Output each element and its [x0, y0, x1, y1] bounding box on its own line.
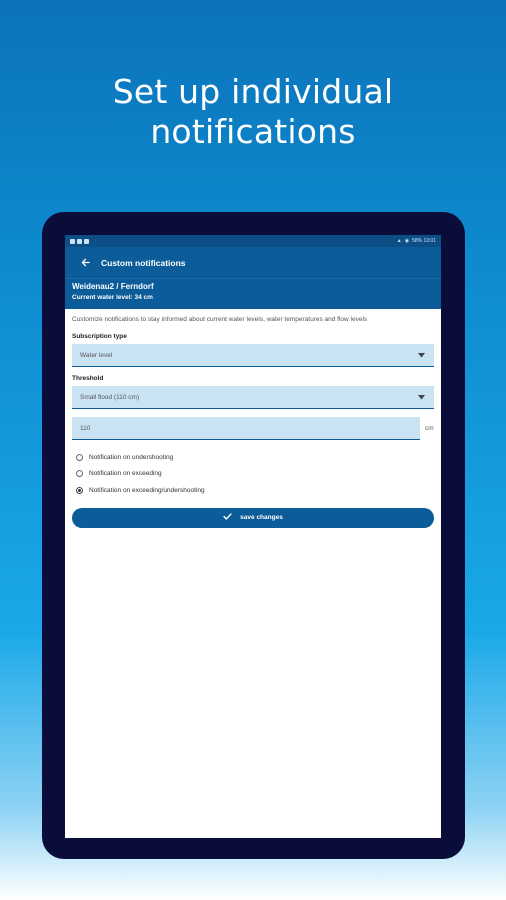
notification-icon: [70, 239, 75, 244]
save-changes-button[interactable]: [72, 508, 434, 528]
form-content: [65, 309, 441, 534]
status-bar: [65, 235, 441, 247]
status-notification-icons: [70, 239, 89, 244]
notification-icon: [77, 239, 82, 244]
description-text: Customize notifications to stay informed about current water levels, water temperatures and flow levels: [72, 316, 368, 323]
location-header: [65, 278, 441, 309]
current-water-level: Current water level: 34 cm: [72, 294, 153, 301]
wifi-icon: ◉: [404, 238, 410, 244]
radio-undershooting[interactable]: [72, 449, 434, 466]
chevron-down-icon: [416, 350, 426, 360]
check-icon: [223, 513, 232, 522]
subscription-type-value: Water level: [80, 351, 113, 359]
location-name: Weidenau2 / Ferndorf: [72, 282, 154, 291]
threshold-value-input[interactable]: [72, 417, 420, 440]
radio-button[interactable]: [76, 470, 83, 477]
threshold-select[interactable]: [72, 386, 434, 409]
headline-line-2: notifications: [150, 112, 356, 151]
threshold-input-row: [72, 417, 434, 440]
subscription-type-label: Subscription type: [72, 333, 127, 340]
threshold-value: Small flood (110 cm): [80, 393, 140, 401]
threshold-label: Threshold: [72, 375, 104, 382]
app-bar: [65, 247, 441, 278]
signal-icon: ▲: [396, 238, 402, 244]
radio-exceeding[interactable]: [72, 466, 434, 483]
radio-label: Notification on undershooting: [89, 453, 174, 461]
back-arrow-icon[interactable]: [77, 255, 93, 271]
tablet-frame: [42, 212, 465, 859]
promo-headline: [0, 72, 506, 152]
headline-line-1: Set up individual: [112, 72, 394, 111]
app-bar-title: Custom notifications: [101, 257, 186, 268]
radio-label: Notification on exceeding/undershooting: [89, 486, 205, 494]
radio-label: Notification on exceeding: [89, 470, 162, 478]
save-changes-label: save changes: [240, 514, 283, 521]
radio-exceeding-undershooting[interactable]: [72, 482, 434, 499]
status-battery-time: 58% 13:01: [412, 238, 436, 244]
tablet-screen: [65, 235, 441, 838]
notification-icon: [84, 239, 89, 244]
radio-button-checked[interactable]: [76, 487, 83, 494]
status-right: [397, 238, 436, 244]
threshold-unit: cm: [425, 425, 434, 432]
chevron-down-icon: [416, 392, 426, 402]
threshold-input-text: 110: [80, 424, 91, 432]
subscription-type-select[interactable]: [72, 344, 434, 367]
radio-button[interactable]: [76, 454, 83, 461]
